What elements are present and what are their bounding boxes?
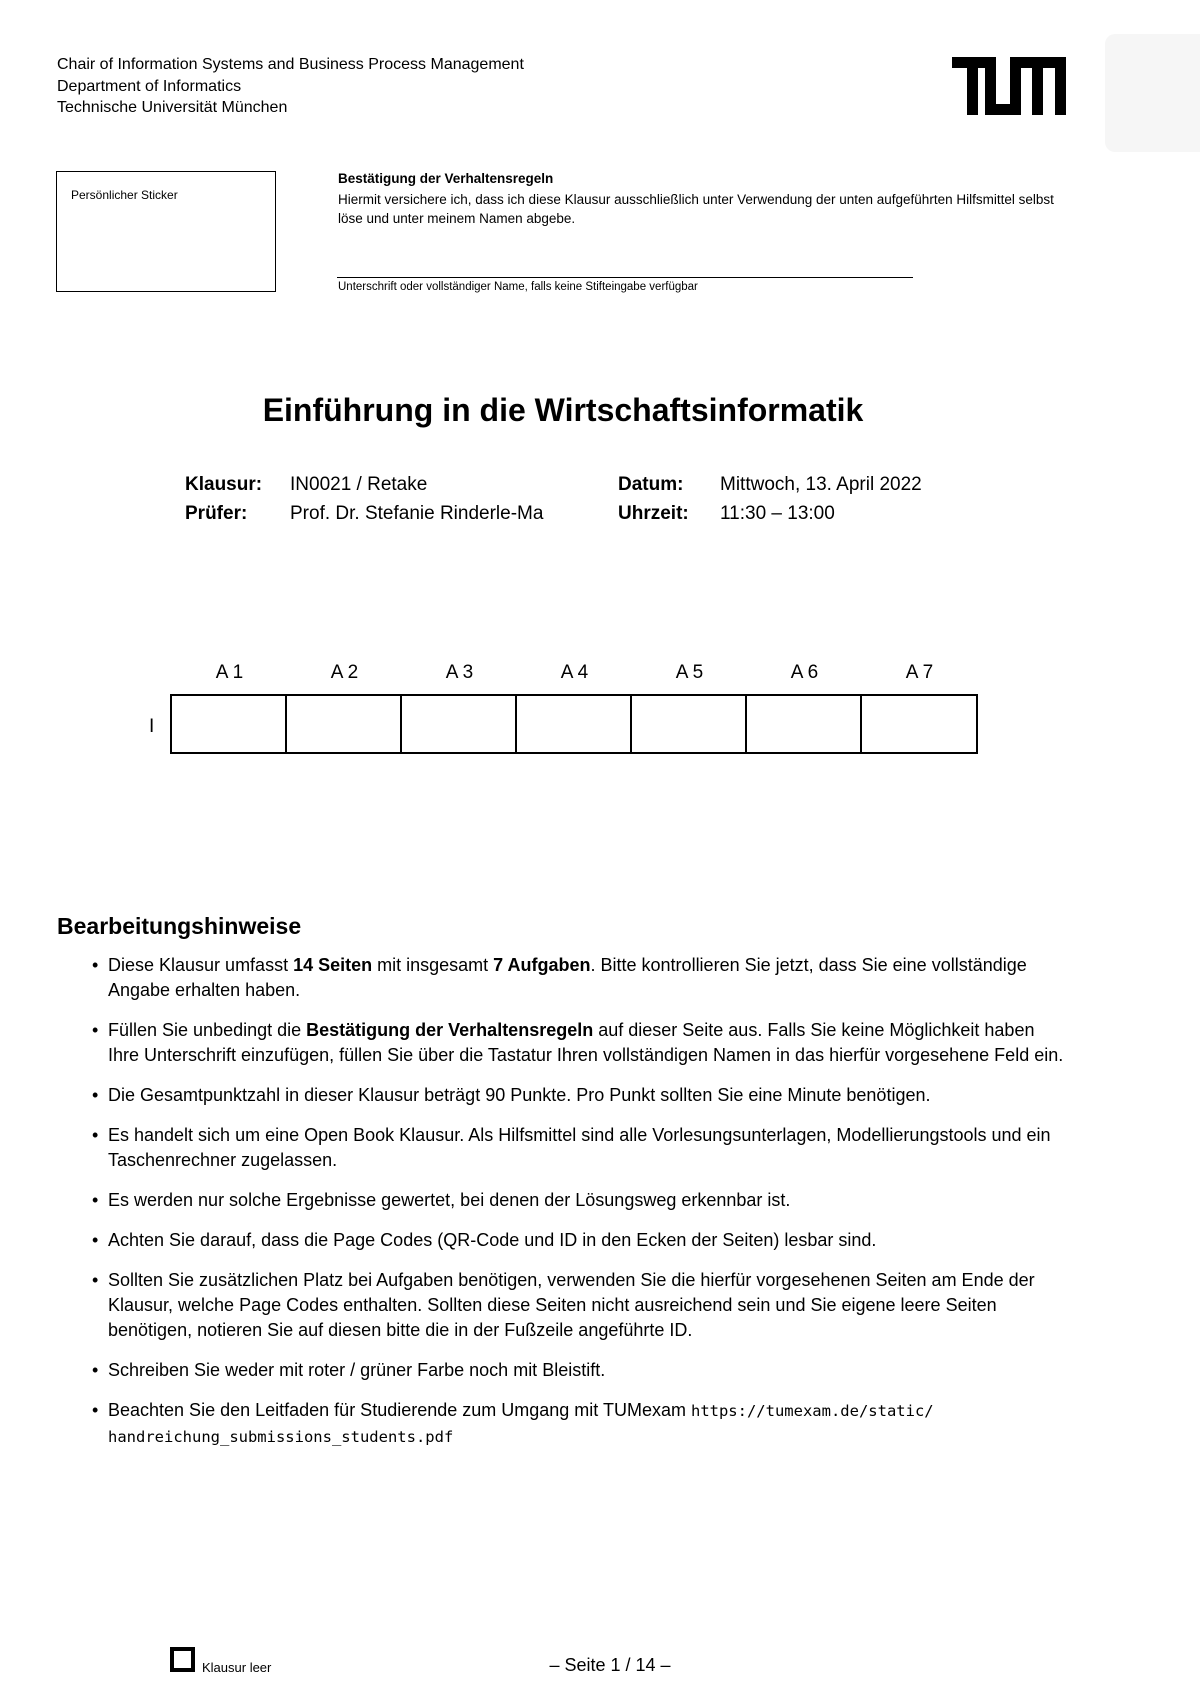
task-header-a4: A 4 <box>560 662 589 683</box>
instruction-emphasis: 7 Aufgaben <box>493 955 591 975</box>
instruction-item <box>82 1123 1067 1173</box>
score-cell-a7[interactable] <box>862 696 976 752</box>
instruction-text: auf dieser Seite aus. Falls Sie keine Möglichkeit haben Ihre Unterschrift einzufügen, füllen Sie über die Tastatur Ihren vollständigen Namen in das hierfür vorgesehene Feld ein. <box>108 1020 1064 1065</box>
instruction-item <box>82 1268 1067 1343</box>
conduct-title: Bestätigung der Verhaltensregeln <box>338 171 554 186</box>
institution-line-university: Technische Universität München <box>57 99 288 116</box>
instruction-text: Diese Klausur umfasst <box>108 955 294 975</box>
institution-block <box>57 54 524 119</box>
score-table <box>170 694 978 754</box>
score-cell-a1[interactable] <box>172 696 287 752</box>
bullet-icon: • <box>92 1230 99 1250</box>
instruction-emphasis: Bestätigung der Verhaltensregeln <box>306 1020 594 1040</box>
time-label: Uhrzeit: <box>618 503 689 524</box>
score-cell-a6[interactable] <box>747 696 862 752</box>
instruction-text: Es handelt sich um eine Open Book Klausur. Als Hilfsmittel sind alle Vorlesungsunterlagen, Modellierungstools und ein Taschenrechner zugelassen. <box>108 1125 1051 1170</box>
task-header-a5: A 5 <box>675 662 704 683</box>
instruction-text: Die Gesamtpunktzahl in dieser Klausur beträgt 90 Punkte. Pro Punkt sollten Sie eine Minute benötigen. <box>108 1085 931 1105</box>
bullet-icon: • <box>92 1360 99 1380</box>
bullet-icon: • <box>92 1190 99 1210</box>
exam-value: IN0021 / Retake <box>290 474 428 495</box>
conduct-statement: Hiermit versichere ich, dass ich diese Klausur ausschließlich unter Verwendung der unten aufgeführten Hilfsmittel selbst löse und unter meinem Namen abgebe. <box>338 192 1054 226</box>
instruction-item <box>82 1398 1067 1450</box>
institution-line-chair: Chair of Information Systems and Business Process Management <box>57 56 524 73</box>
institution-line-department: Department of Informatics <box>57 77 242 95</box>
exam-empty-label: Klausur leer <box>202 1660 272 1675</box>
instruction-item <box>82 953 1067 1003</box>
examiner-label: Prüfer: <box>185 503 248 524</box>
bullet-icon: • <box>92 1270 99 1290</box>
signature-caption: Unterschrift oder vollständiger Name, falls keine Stifteingabe verfügbar <box>338 281 698 293</box>
score-row-label: I <box>149 716 155 737</box>
score-cell-a5[interactable] <box>632 696 747 752</box>
bullet-icon: • <box>92 1400 99 1420</box>
instruction-text: . Bitte kontrollieren Sie jetzt, dass Sie eine vollständige Angabe erhalten haben. <box>108 955 1027 1000</box>
instruction-item <box>82 1188 1067 1213</box>
guide-link[interactable]: https://tumexam.de/static/ handreichung_submissions_students.pdf <box>108 1402 934 1446</box>
instruction-text: Es werden nur solche Ergebnisse gewertet, bei denen der Lösungsweg erkennbar ist. <box>108 1190 791 1210</box>
instruction-item <box>82 1018 1067 1068</box>
instructions-heading: Bearbeitungshinweise <box>57 913 302 939</box>
exam-label: Klausur: <box>185 474 263 495</box>
instruction-emphasis: 14 Seiten <box>293 955 373 975</box>
instruction-item <box>82 1358 1067 1383</box>
instruction-text: Achten Sie darauf, dass die Page Codes (QR-Code und ID in den Ecken der Seiten) lesbar sind. <box>108 1230 877 1250</box>
instruction-item <box>82 1228 1067 1253</box>
score-cell-a3[interactable] <box>402 696 517 752</box>
instruction-text: Sollten Sie zusätzlichen Platz bei Aufgaben benötigen, verwenden Sie die hierfür vorgesehenen Seiten am Ende der Klausur, welche Page Codes enthalten. Sollten diese Seiten nicht ausreichend sein und Sie eigene leere Seiten benötigen, notieren Sie auf diesen bitte die in der Fußzeile angeführte ID. <box>108 1270 1035 1340</box>
instruction-text: mit insgesamt <box>372 955 494 975</box>
date-label: Datum: <box>618 474 684 495</box>
exam-title: Einführung in die Wirtschaftsinformatik <box>262 392 864 428</box>
instruction-text: Schreiben Sie weder mit roter / grüner Farbe noch mit Bleistift. <box>108 1360 606 1380</box>
task-header-a3: A 3 <box>445 662 474 683</box>
bullet-icon: • <box>92 1085 99 1105</box>
date-value: Mittwoch, 13. April 2022 <box>720 474 922 495</box>
score-cell-a4[interactable] <box>517 696 632 752</box>
bullet-icon: • <box>92 1125 99 1145</box>
score-cell-a2[interactable] <box>287 696 402 752</box>
page-code-marker <box>1105 34 1200 152</box>
task-header-a7: A 7 <box>905 662 934 683</box>
task-header-a6: A 6 <box>790 662 819 683</box>
instruction-text: Füllen Sie unbedingt die <box>108 1020 307 1040</box>
bullet-icon: • <box>92 1020 99 1040</box>
time-value: 11:30 – 13:00 <box>720 503 835 524</box>
personal-sticker-label: Persönlicher Sticker <box>71 188 178 202</box>
examiner-value: Prof. Dr. Stefanie Rinderle-Ma <box>290 503 544 524</box>
task-header-a1: A 1 <box>215 662 244 683</box>
instruction-item <box>82 1083 1067 1108</box>
signature-field[interactable] <box>337 277 913 278</box>
task-header-a2: A 2 <box>330 662 359 683</box>
page-number: – Seite 1 / 14 – <box>549 1655 671 1675</box>
instructions-list <box>82 953 1067 1465</box>
tum-logo <box>952 57 1066 115</box>
bullet-icon: • <box>92 955 99 975</box>
instruction-text: Beachten Sie den Leitfaden für Studierende zum Umgang mit TUMexam <box>108 1400 691 1420</box>
